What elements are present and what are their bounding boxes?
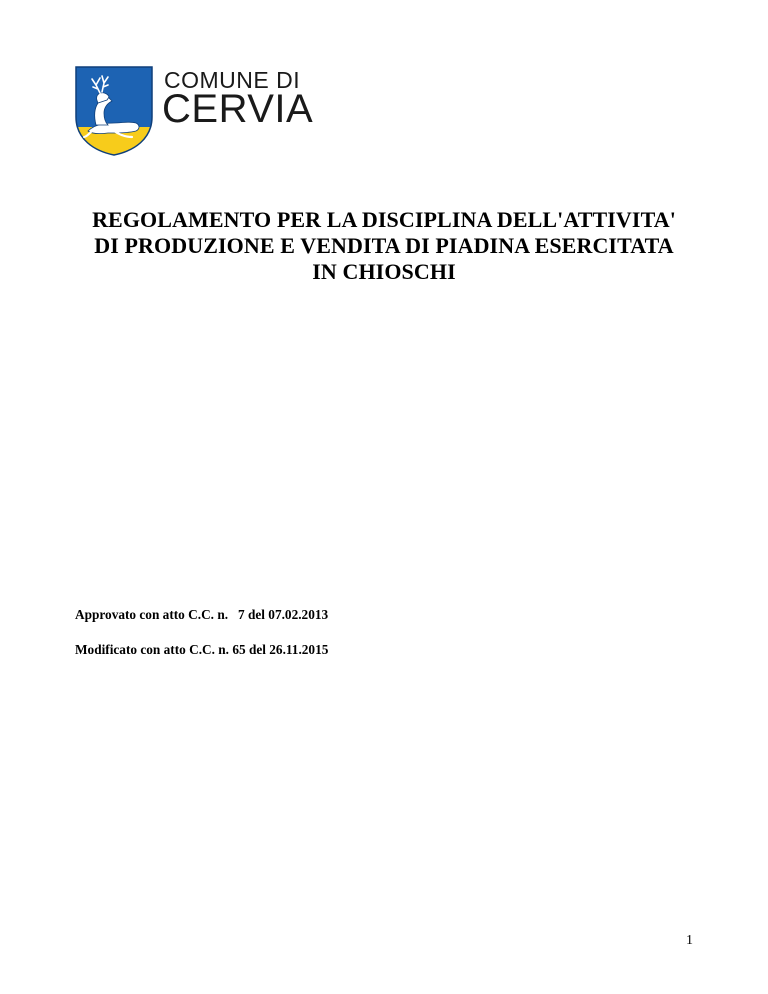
title-line-2: DI PRODUZIONE E VENDITA DI PIADINA ESERCITATA: [94, 233, 674, 258]
logo-text-cervia: CERVIA: [162, 87, 314, 131]
document-title: [40, 207, 728, 285]
title-line-3: IN CHIOSCHI: [312, 259, 456, 284]
page-number: 1: [686, 933, 693, 948]
modification-note: Modificato con atto C.C. n. 65 del 26.11.2015: [75, 642, 329, 657]
cervia-coat-of-arms-icon: [74, 65, 154, 157]
logo-text-comune-di: COMUNE DI: [164, 67, 301, 93]
municipality-logo: [74, 65, 314, 157]
title-line-1: REGOLAMENTO PER LA DISCIPLINA DELL'ATTIVITA': [92, 207, 676, 232]
approval-note: Approvato con atto C.C. n. 7 del 07.02.2013: [75, 607, 329, 622]
